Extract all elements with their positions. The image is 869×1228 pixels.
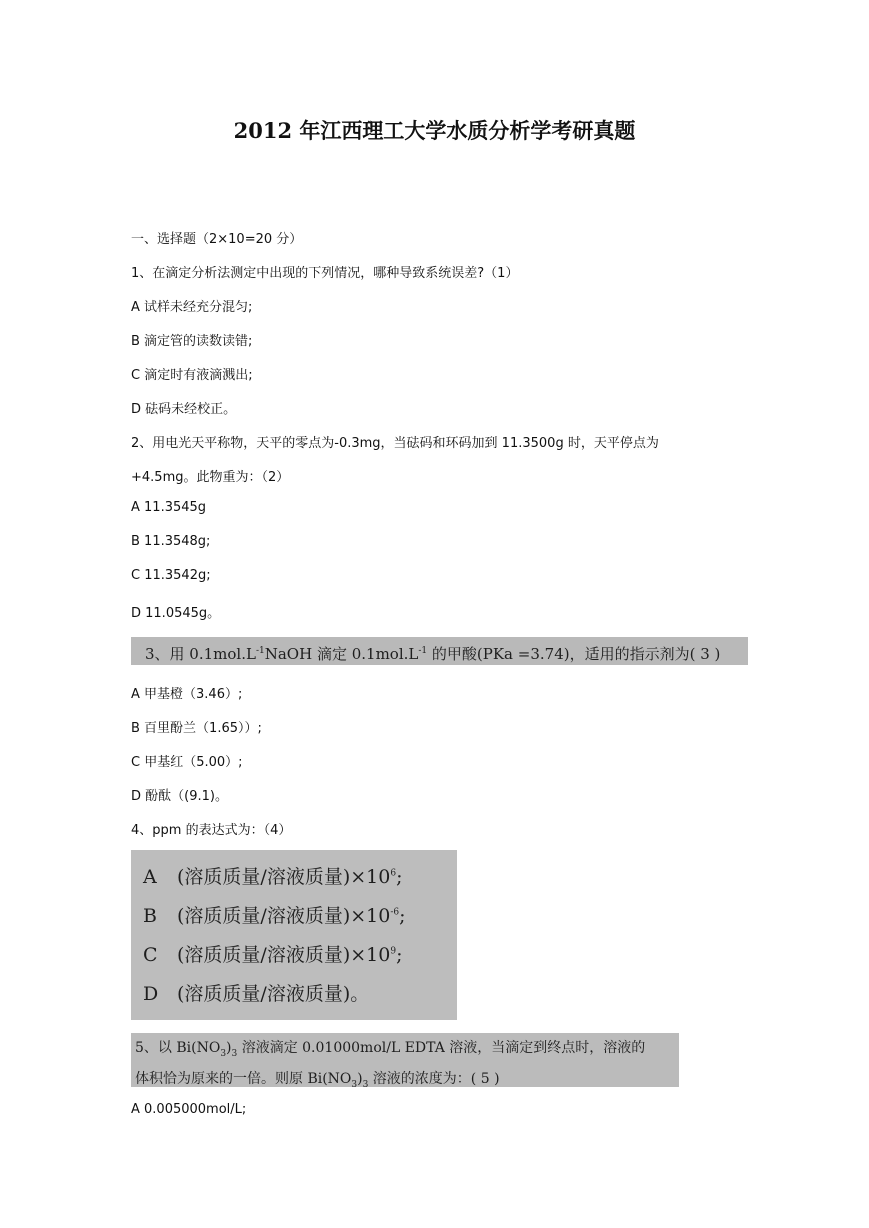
q4-option-b: B (溶质质量/溶液质量)$\times 10^{-6}$; bbox=[143, 905, 406, 927]
q4-option-c: C (溶质质量/溶液质量)$\times 10^9$; bbox=[143, 944, 403, 966]
q2-option-a: A 11.3545g bbox=[131, 500, 207, 515]
q1-option-b: B 滴定管的读数读错; bbox=[131, 334, 253, 349]
q5-line2: 体积恰为原来的一倍。则原 $Bi(NO_3)_3$ 溶液的浓度为：( 5 ) bbox=[135, 1070, 500, 1090]
q4-option-a: A (溶质质量/溶液质量)$\times 10^6$; bbox=[143, 866, 403, 888]
q1-option-c: C 滴定时有液滴溅出; bbox=[131, 368, 253, 383]
q1-option-d: D 砝码未经校正。 bbox=[131, 402, 237, 417]
q3-option-a: A 甲基橙（3.46）; bbox=[131, 687, 243, 702]
question-1: 1、在滴定分析法测定中出现的下列情况，哪种导致系统误差?（1） bbox=[131, 266, 519, 281]
question-3-scan: 3、用 $0.1mol.L^{-1}NaOH$ 滴定 $0.1mol.L^{-1}$ 的甲酸(PKa =3.74)，适用的指示剂为( 3 ) bbox=[131, 637, 748, 665]
page-title: 2012 年江西理工大学水质分析学考研真题 bbox=[233, 118, 636, 143]
q4-option-d: D (溶质质量/溶液质量)。 bbox=[143, 983, 370, 1005]
question-4: 4、ppm 的表达式为：（4） bbox=[131, 823, 292, 838]
q3-option-d: D 酚酞（(9.1)。 bbox=[131, 789, 228, 804]
question-2-line2: +4.5mg。此物重为：（2） bbox=[131, 470, 290, 485]
section-heading: 一、选择题（2×10=20 分） bbox=[131, 232, 303, 247]
question-4-options-scan bbox=[131, 850, 457, 1020]
q1-option-a: A 试样未经充分混匀; bbox=[131, 300, 253, 315]
question-2-line1: 2、用电光天平称物，天平的零点为-0.3mg，当砝码和环码加到 11.3500g 时，天平停点为 bbox=[131, 436, 659, 451]
q2-option-c: C 11.3542g; bbox=[131, 568, 211, 583]
q3-option-c: C 甲基红（5.00）; bbox=[131, 755, 243, 770]
q3-option-b: B 百里酚兰（1.65））; bbox=[131, 721, 262, 736]
q5-option-a: A 0.005000mol/L; bbox=[131, 1102, 247, 1117]
q5-line1: 5、以 $Bi(NO_3)_3$ 溶液滴定 0.01000mol/L EDTA 溶液，当滴定到终点时，溶液的 bbox=[135, 1040, 646, 1059]
q2-option-b: B 11.3548g; bbox=[131, 534, 211, 549]
question-5-scan bbox=[131, 1033, 679, 1090]
q2-option-d: D 11.0545g。 bbox=[131, 606, 221, 621]
